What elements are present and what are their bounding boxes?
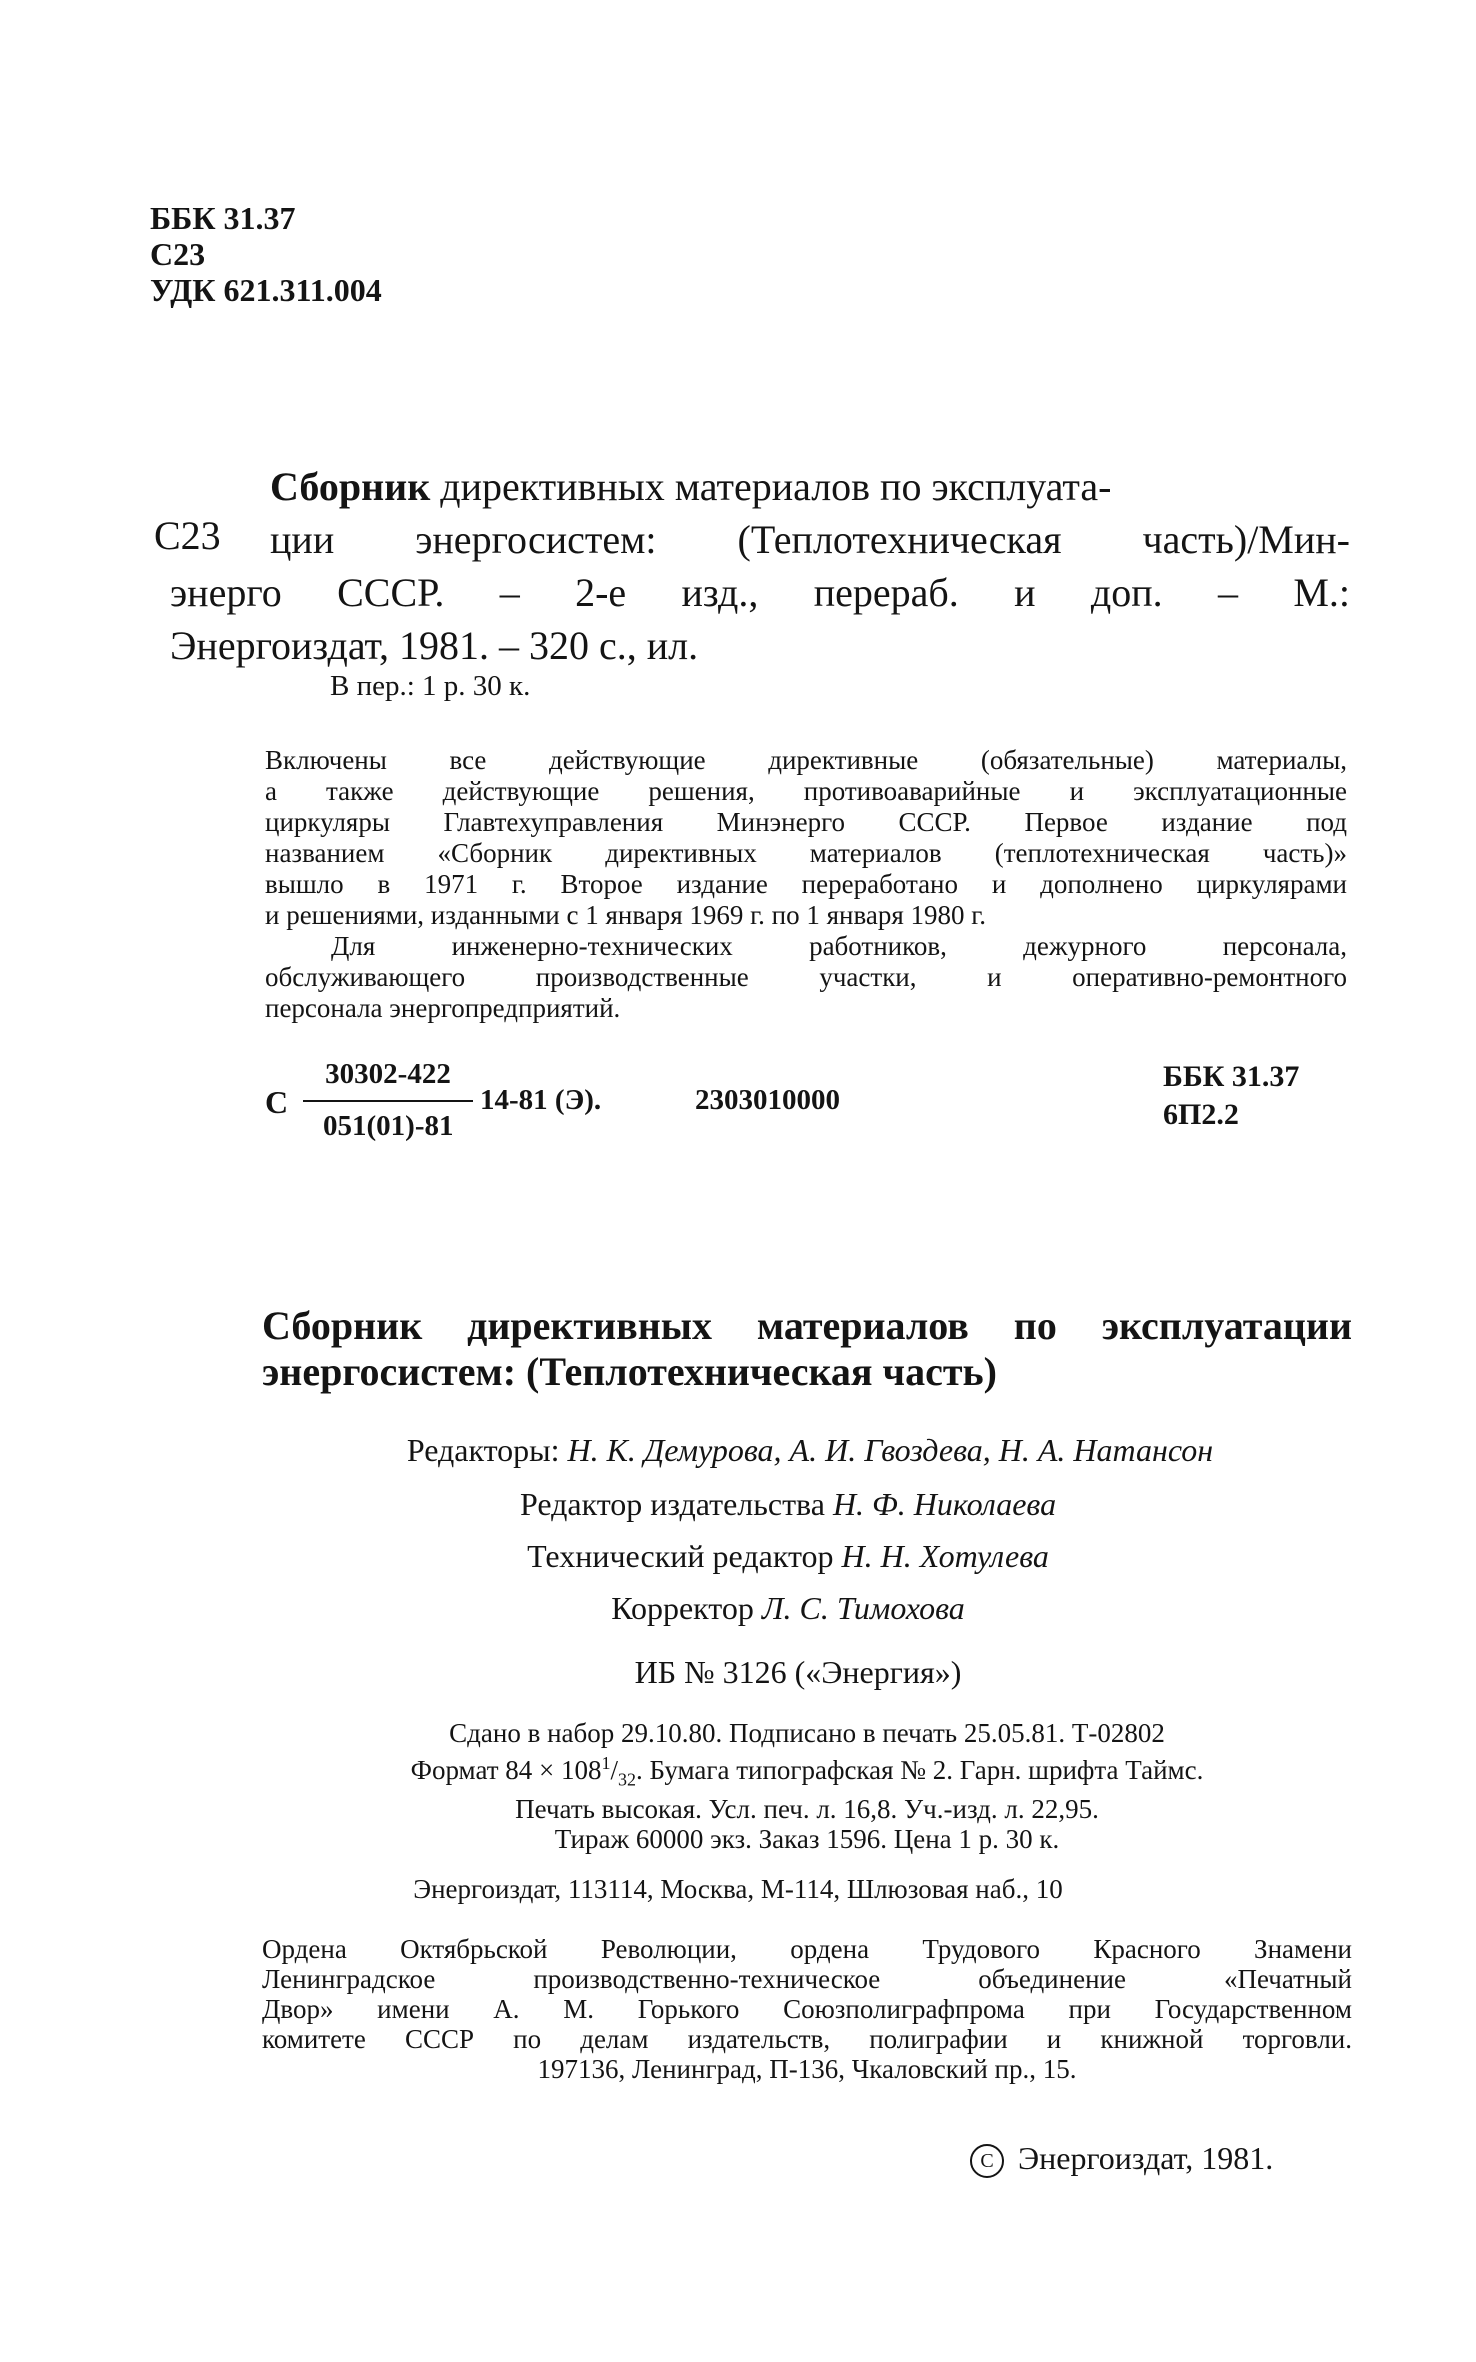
technical-editor [50, 1538, 1476, 1575]
annotation-line: циркуляры Главтехуправления Минэнерго СССР. Первое издание под [265, 807, 1347, 837]
formula-middle: 14-81 (Э). [480, 1084, 602, 1116]
formula-bbk [1163, 1058, 1299, 1134]
entry-lead-word: Сборник [270, 464, 431, 509]
printing-line: Сдано в набор 29.10.80. Подписано в печать 25.05.81. Т-02802 [449, 1718, 1165, 1748]
entry-line-1: директивных материалов по эксплуата- [430, 464, 1112, 509]
bbk-code: ББК 31.37 [150, 200, 296, 236]
publishing-editor-label: Редактор издательства [519, 1486, 825, 1522]
format-rest: . Бумага типографская № 2. Гарн. шрифта Таймс. [636, 1755, 1204, 1785]
format-subscript: 32 [618, 1769, 637, 1790]
format-slash: / [610, 1755, 619, 1785]
ib-number: ИБ № 3126 («Энергия») [634, 1654, 962, 1690]
copyright-icon: C [970, 2144, 1004, 2178]
formula-letter: С [265, 1084, 289, 1120]
editors-names: Н. К. Демурова, А. И. Гвоздева, Н. А. Натансон [567, 1432, 1214, 1468]
annotation [265, 745, 1347, 1024]
editors-label: Редакторы: [406, 1432, 560, 1468]
annotation-line: обслуживающего производственные участки, и оперативно-ремонтного [265, 962, 1347, 992]
printer-info [262, 1934, 1352, 2084]
formula-numerator: 30302-422 [325, 1058, 451, 1090]
publisher-address: Энергоиздат, 113114, Москва, М-114, Шлюзовая наб., 10 [413, 1874, 1063, 1904]
fraction-bar [303, 1100, 473, 1102]
format-text: Формат 84 × 108 [410, 1755, 602, 1785]
entry-line-4: Энергоиздат, 1981. – 320 с., ил. [170, 623, 699, 668]
printer-address: 197136, Ленинград, П-136, Чкаловский пр., 15. [537, 2054, 1077, 2084]
book-title-line: энергосистем: (Теплотехническая часть) [262, 1349, 997, 1394]
copyright [970, 2140, 1273, 2178]
printing-details [262, 1718, 1352, 1854]
annotation-line: персонала энергопредприятий. [265, 993, 621, 1023]
author-mark-code: С23 [150, 236, 206, 272]
annotation-line: названием «Сборник директивных материалов (теплотехническая часть)» [265, 838, 1347, 868]
format-superscript: 1 [601, 1753, 611, 1773]
udk-code: УДК 621.311.004 [150, 272, 382, 308]
catalog-codes [150, 200, 382, 308]
copyright-text: Энергоиздат, 1981. [1018, 2140, 1274, 2176]
entry-line-2: ции энергосистем: (Теплотехническая часть)/Мин- [270, 517, 1350, 562]
formula-code: 2303010000 [695, 1084, 840, 1116]
book-title-line: Сборник директивных материалов по эксплуатации [262, 1303, 1352, 1348]
entry-author-mark: С23 [154, 513, 221, 558]
binding-price: В пер.: 1 р. 30 к. [330, 670, 531, 702]
formula-bbk-line: ББК 31.37 [1163, 1060, 1300, 1093]
publishing-editor [50, 1486, 1476, 1523]
corrector-name: Л. С. Тимохова [761, 1590, 965, 1626]
printer-line: Ленинградское производственно-техническое объединение «Печатный [262, 1964, 1352, 1994]
annotation-line: Для инженерно-технических работников, дежурного персонала, [331, 931, 1347, 961]
printing-line: Тираж 60000 экз. Заказ 1596. Цена 1 р. 30 к. [554, 1824, 1060, 1855]
classification-formula [265, 1058, 1350, 1148]
printer-line: Двор» имени А. М. Горького Союзполиграфпрома при Государственном [262, 1994, 1352, 2024]
formula-denominator: 051(01)-81 [323, 1110, 454, 1142]
entry-line-3: энерго СССР. – 2-е изд., перераб. и доп. – М.: [170, 570, 1350, 615]
printer-line: Ордена Октябрьской Революции, ордена Трудового Красного Знамени [262, 1934, 1352, 1964]
annotation-line: Включены все действующие директивные (обязательные) материалы, [265, 745, 1347, 775]
annotation-line: вышло в 1971 г. Второе издание переработано и дополнено циркулярами [265, 869, 1347, 899]
annotation-line: и решениями, изданными с 1 января 1969 г. по 1 января 1980 г. [265, 900, 987, 930]
technical-editor-label: Технический редактор [527, 1538, 834, 1574]
publishing-editor-name: Н. Ф. Николаева [832, 1486, 1057, 1522]
printing-line [262, 1748, 1352, 1794]
editors-line [270, 1432, 1350, 1469]
corrector-label: Корректор [611, 1590, 754, 1626]
technical-editor-name: Н. Н. Хотулева [841, 1538, 1049, 1574]
corrector [50, 1590, 1476, 1627]
printing-line: Печать высокая. Усл. печ. л. 16,8. Уч.-изд. л. 22,95. [515, 1794, 1099, 1825]
formula-bbk-line: 6П2.2 [1163, 1098, 1239, 1131]
annotation-line: а также действующие решения, противоаварийные и эксплуатационные [265, 776, 1347, 806]
book-title [262, 1303, 1352, 1395]
printer-line: комитете СССР по делам издательств, полиграфии и книжной торговли. [262, 2024, 1352, 2054]
